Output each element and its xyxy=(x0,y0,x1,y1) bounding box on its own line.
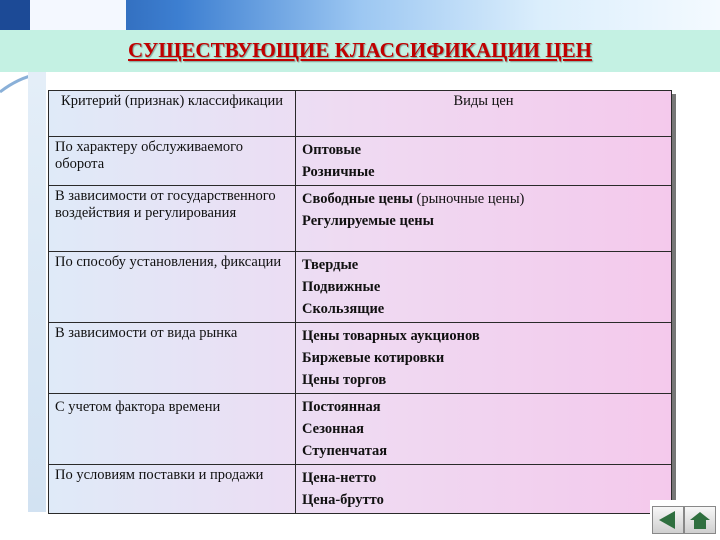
row-criterion-text: С учетом фактора времени xyxy=(55,399,221,415)
price-type: Ступенчатая xyxy=(302,443,388,459)
row-criterion: В зависимости от вида рынка xyxy=(49,323,296,394)
table-row xyxy=(49,137,672,186)
table-row xyxy=(49,394,672,465)
row-types xyxy=(296,252,672,323)
row-criterion: По условиям поставки и продажи xyxy=(49,465,296,514)
table-row xyxy=(49,186,672,252)
top-dark-block xyxy=(0,0,30,30)
price-type: Цены товарных аукционов xyxy=(302,328,480,344)
price-type: Сезонная xyxy=(302,421,364,437)
row-types xyxy=(296,186,672,252)
home-icon xyxy=(685,507,715,533)
price-type: Свободные цены xyxy=(302,191,413,207)
table-row xyxy=(49,252,672,323)
price-type: Цены торгов xyxy=(302,372,387,388)
price-type: Розничные xyxy=(302,164,375,180)
price-type: Цена-нетто xyxy=(302,470,377,486)
row-criterion: По способу установления, фиксации xyxy=(49,252,296,323)
classification-table xyxy=(48,90,672,514)
header-criterion: Критерий (признак) классификации xyxy=(49,91,296,137)
price-type: Подвижные xyxy=(302,279,381,295)
price-type-line xyxy=(302,188,665,210)
price-type: Биржевые котировки xyxy=(302,350,445,366)
page-title: СУЩЕСТВУЮЩИЕ КЛАССИФИКАЦИИ ЦЕН xyxy=(128,38,592,62)
left-decorative-strip xyxy=(28,72,46,512)
top-decorative-band xyxy=(0,0,720,30)
price-type: Твердые xyxy=(302,257,359,273)
price-type: Скользящие xyxy=(302,301,385,317)
row-criterion xyxy=(49,394,296,465)
arrow-left-icon xyxy=(653,507,683,533)
price-type: Регулируемые цены xyxy=(302,213,434,229)
price-type: Цена-брутто xyxy=(302,492,384,508)
back-button[interactable] xyxy=(652,506,684,534)
price-type: Постоянная xyxy=(302,399,381,415)
row-criterion: В зависимости от государственного воздействия и регулирования xyxy=(49,186,296,252)
price-type: Оптовые xyxy=(302,142,362,158)
header-types: Виды цен xyxy=(296,91,672,137)
home-button[interactable] xyxy=(684,506,716,534)
table-row xyxy=(49,323,672,394)
top-light-block xyxy=(30,0,126,30)
row-types xyxy=(296,394,672,465)
table-row xyxy=(49,465,672,514)
row-types xyxy=(296,465,672,514)
row-types xyxy=(296,323,672,394)
row-types xyxy=(296,137,672,186)
row-criterion: По характеру обслуживаемого оборота xyxy=(49,137,296,186)
table-header-row xyxy=(49,91,672,137)
price-type-note: (рыночные цены) xyxy=(416,191,525,207)
